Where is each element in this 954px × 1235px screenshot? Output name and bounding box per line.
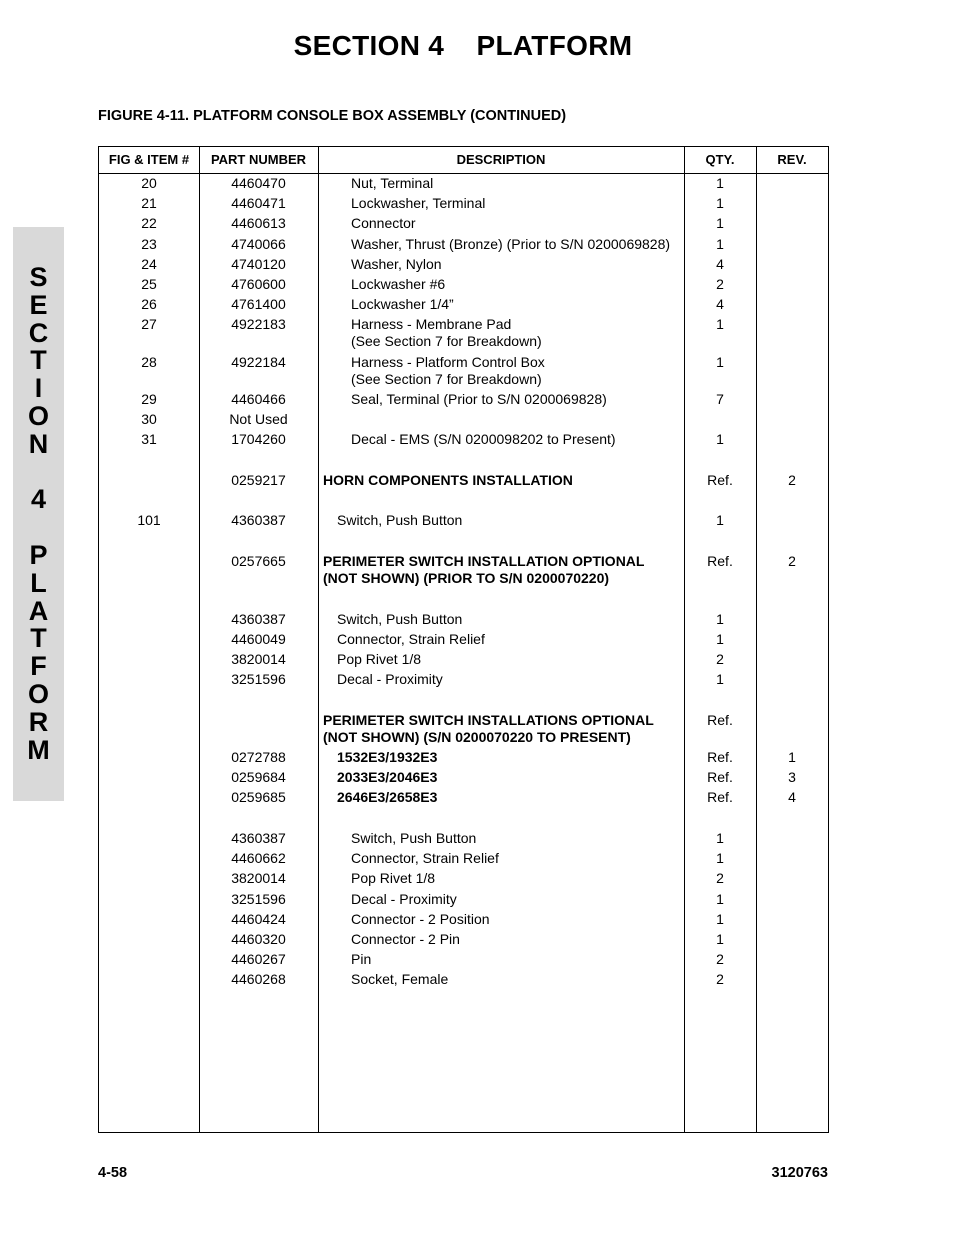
qty-cell: 1 <box>716 931 724 947</box>
column-divider <box>756 147 757 1132</box>
qty-cell: 1 <box>716 431 724 448</box>
qty-cell: 1 <box>716 175 724 191</box>
header-divider <box>99 173 828 174</box>
side-tab-letter: R <box>28 706 49 737</box>
description-cell: PERIMETER SWITCH INSTALLATIONS OPTIONAL <box>323 711 654 728</box>
qty-cell: 1 <box>716 610 724 627</box>
qty-cell: 1 <box>716 215 724 232</box>
side-tab-letter: T <box>30 623 47 654</box>
column-header-part-number: PART NUMBER <box>210 152 307 167</box>
description-cell: HORN COMPONENTS INSTALLATION <box>323 471 573 488</box>
column-header-description: DESCRIPTION <box>456 152 546 167</box>
rev-cell: 2 <box>788 471 796 488</box>
part-number-cell: 4460613 <box>231 215 286 232</box>
description-cell: Harness - Platform Control Box <box>351 353 545 370</box>
qty-cell: 1 <box>716 910 724 927</box>
description-cell: Switch, Push Button <box>351 830 477 846</box>
part-number-cell: 4922184 <box>231 353 286 370</box>
qty-cell: 7 <box>716 390 724 407</box>
fig-item-cell: 20 <box>141 175 157 191</box>
description-cell: Socket, Female <box>351 971 449 988</box>
part-number-cell: 0259685 <box>231 789 286 806</box>
fig-item-cell: 24 <box>141 255 157 272</box>
description-cell: (See Section 7 for Breakdown) <box>351 333 542 350</box>
qty-cell: 1 <box>716 890 724 907</box>
description-cell: Washer, Thrust (Bronze) (Prior to S/N 0200069828) <box>351 235 671 252</box>
part-number-cell: 4460267 <box>231 951 286 968</box>
column-header-rev: REV. <box>777 152 807 167</box>
qty-cell: 1 <box>716 850 724 867</box>
side-tab-letter: L <box>30 567 47 598</box>
rev-cell: 1 <box>788 749 796 765</box>
page-number: 4-58 <box>98 1165 128 1181</box>
part-number-cell: Not Used <box>229 411 288 427</box>
qty-cell: Ref. <box>707 711 733 728</box>
description-cell: 2646E3/2658E3 <box>337 789 438 806</box>
part-number-cell: 4460268 <box>231 971 286 988</box>
qty-cell: Ref. <box>707 789 733 806</box>
qty-cell: 2 <box>716 971 724 988</box>
qty-cell: 2 <box>716 276 724 292</box>
description-cell: Switch, Push Button <box>337 610 463 627</box>
qty-cell: 1 <box>716 830 724 846</box>
fig-item-cell: 23 <box>141 235 157 252</box>
description-cell: Connector, Strain Relief <box>351 850 499 867</box>
rev-cell: 2 <box>788 553 796 569</box>
side-tab-letter: 4 <box>30 484 47 515</box>
description-cell: (NOT SHOWN) (S/N 0200070220 TO PRESENT) <box>323 728 631 745</box>
description-cell: Washer, Nylon <box>351 255 442 272</box>
part-number-cell: 0272788 <box>231 749 286 765</box>
part-number-cell: 4761400 <box>231 296 286 313</box>
qty-cell: 2 <box>716 651 724 667</box>
fig-item-cell: 21 <box>141 195 157 212</box>
description-cell: Connector, Strain Relief <box>337 630 485 647</box>
part-number-cell: 4360387 <box>231 830 286 846</box>
side-tab-letter: I <box>34 373 43 404</box>
qty-cell: 2 <box>716 951 724 968</box>
qty-cell: Ref. <box>707 553 733 569</box>
part-number-cell: 4460662 <box>231 850 286 867</box>
part-number-cell: 4460049 <box>231 630 286 647</box>
parts-table <box>98 146 829 1133</box>
description-cell: Harness - Membrane Pad <box>351 316 512 333</box>
part-number-cell: 3820014 <box>231 651 286 667</box>
part-number-cell: 0257665 <box>231 553 286 569</box>
description-cell: Lockwasher 1/4” <box>351 296 454 313</box>
qty-cell: Ref. <box>707 749 733 765</box>
column-header-fig: FIG & ITEM # <box>108 152 190 167</box>
side-tab-letter: A <box>28 595 49 626</box>
fig-item-cell: 27 <box>141 316 157 333</box>
side-tab-letter: P <box>29 540 48 570</box>
side-tab-letter: T <box>30 345 47 376</box>
qty-cell: 1 <box>716 512 724 529</box>
part-number-cell: 3251596 <box>231 890 286 907</box>
part-number-cell: 3820014 <box>231 870 286 887</box>
qty-cell: 1 <box>716 195 724 212</box>
qty-cell: 1 <box>716 235 724 252</box>
description-cell: Lockwasher #6 <box>351 276 446 292</box>
description-cell: 1532E3/1932E3 <box>337 749 438 765</box>
side-tab-letter: N <box>28 428 49 459</box>
part-number-cell: 4360387 <box>231 610 286 627</box>
part-number-cell: 4460466 <box>231 390 286 407</box>
qty-cell: Ref. <box>707 769 733 786</box>
section-title: SECTION 4 PLATFORM <box>293 30 633 61</box>
section-side-tab <box>13 227 64 801</box>
description-cell: Decal - Proximity <box>337 671 443 688</box>
description-cell: Decal - EMS (S/N 0200098202 to Present) <box>351 431 616 448</box>
side-tab-letter: S <box>29 262 48 292</box>
side-tab-letter: C <box>28 317 49 348</box>
side-tab-letter: M <box>27 734 50 765</box>
rev-cell: 3 <box>788 769 796 786</box>
part-number-cell: 0259684 <box>231 769 286 786</box>
part-number-cell: 0259217 <box>231 471 286 488</box>
part-number-cell: 4460424 <box>231 910 286 927</box>
part-number-cell: 4460471 <box>231 195 286 212</box>
fig-item-cell: 31 <box>141 431 157 448</box>
part-number-cell: 4740066 <box>231 235 286 252</box>
fig-item-cell: 29 <box>141 390 157 407</box>
description-cell: Decal - Proximity <box>351 890 457 907</box>
part-number-cell: 4360387 <box>231 512 286 529</box>
qty-cell: 4 <box>716 255 724 272</box>
fig-item-cell: 26 <box>141 296 157 313</box>
part-number-cell: 3251596 <box>231 671 286 688</box>
side-tab-letter: O <box>27 401 49 431</box>
side-tab-letter: E <box>29 289 48 320</box>
fig-item-cell: 25 <box>141 276 157 292</box>
description-cell: Nut, Terminal <box>351 175 434 191</box>
part-number-cell: 1704260 <box>231 431 286 448</box>
qty-cell: Ref. <box>707 471 733 488</box>
fig-item-cell: 30 <box>141 411 157 427</box>
qty-cell: 1 <box>716 630 724 647</box>
column-divider <box>318 147 319 1132</box>
part-number-cell: 4922183 <box>231 316 286 333</box>
qty-cell: 1 <box>716 316 724 333</box>
part-number-cell: 4760600 <box>231 276 286 292</box>
description-cell: Connector - 2 Pin <box>351 931 460 947</box>
part-number-cell: 4740120 <box>231 255 286 272</box>
fig-item-cell: 101 <box>137 512 161 529</box>
description-cell: Connector <box>351 215 416 232</box>
part-number-cell: 4460470 <box>231 175 286 191</box>
qty-cell: 4 <box>716 296 724 313</box>
fig-item-cell: 28 <box>141 353 157 370</box>
description-cell: Pop Rivet 1/8 <box>337 651 422 667</box>
description-cell: Switch, Push Button <box>337 512 463 529</box>
side-tab-letter: F <box>30 651 47 682</box>
qty-cell: 2 <box>716 870 724 887</box>
description-cell: Pop Rivet 1/8 <box>351 870 436 887</box>
description-cell: 2033E3/2046E3 <box>337 769 438 786</box>
side-tab-letter: O <box>27 679 49 709</box>
part-number-cell: 4460320 <box>231 931 286 947</box>
description-cell: Connector - 2 Position <box>351 910 490 927</box>
description-cell: Pin <box>351 951 372 968</box>
description-cell: PERIMETER SWITCH INSTALLATION OPTIONAL <box>323 553 645 569</box>
qty-cell: 1 <box>716 671 724 688</box>
qty-cell: 1 <box>716 353 724 370</box>
description-cell: Seal, Terminal (Prior to S/N 0200069828) <box>351 390 607 407</box>
column-header-qty: QTY. <box>705 152 735 167</box>
description-cell: (NOT SHOWN) (PRIOR TO S/N 0200070220) <box>323 570 610 586</box>
figure-title: FIGURE 4-11. PLATFORM CONSOLE BOX ASSEMBLY (CONTINUED) <box>98 108 567 124</box>
description-cell: (See Section 7 for Breakdown) <box>351 370 542 387</box>
rev-cell: 4 <box>788 789 796 806</box>
description-cell: Lockwasher, Terminal <box>351 195 486 212</box>
document-number: 3120763 <box>771 1165 828 1181</box>
fig-item-cell: 22 <box>141 215 157 232</box>
